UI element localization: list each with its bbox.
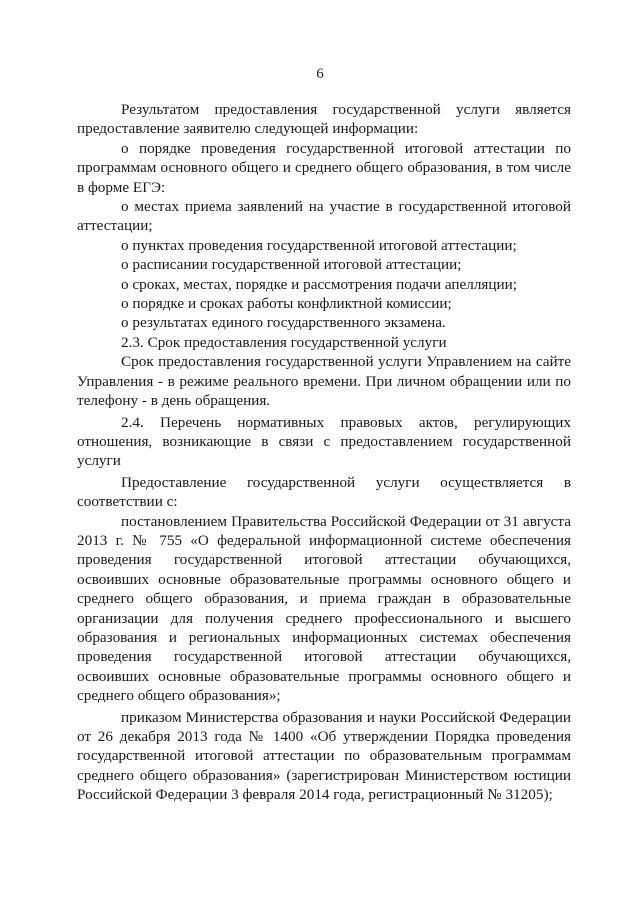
paragraph-exam-points: о пунктах проведения государственной итоговой аттестации; xyxy=(121,236,517,254)
paragraph-schedule: о расписании государственной итоговой аттестации; xyxy=(121,256,462,274)
paragraph-ministry-order: приказом Министерства образования и науки Российской Федерации от 26 декабря 2013 года № 1400 «Об утверждении Порядка проведения государственной итоговой аттестации по образовательным программам среднего общего образования» (зарегистрирован Министерством юстиции Российской Федерации 3 февраля 2014 года, регистрационный № 31205); xyxy=(77,708,571,804)
section-heading-2-3: 2.3. Срок предоставления государственной услуги xyxy=(121,333,447,351)
paragraph-application-places: о местах приема заявлений на участие в государственной итоговой аттестации; xyxy=(77,198,571,235)
paragraph-exam-results: о результатах единого государственного экзамена. xyxy=(121,314,446,332)
page-number: 6 xyxy=(316,66,324,82)
document-body xyxy=(77,100,571,805)
paragraph-conflict-commission: о порядке и сроках работы конфликтной комиссии; xyxy=(121,295,452,313)
section-heading-2-4: 2.4. Перечень нормативных правовых актов, регулирующих отношения, возникающие в связи с предоставлением государственной услуги xyxy=(77,413,571,470)
paragraph-appeal: о сроках, местах, порядке и рассмотрения подачи апелляции; xyxy=(121,275,517,293)
paragraph-service-term: Срок предоставления государственной услуги Управлением на сайте Управления - в режиме реального времени. При личном обращении или по телефону - в день обращения. xyxy=(77,353,571,410)
paragraph-procedure: о порядке проведения государственной итоговой аттестации по программам основного общего и среднего общего образования, в том числе в форме ЕГЭ: xyxy=(77,139,571,196)
paragraph-legal-basis: Предоставление государственной услуги осуществляется в соответствии с: xyxy=(77,473,571,511)
paragraph-result-intro: Результатом предоставления государственной услуги является предоставление заявителю следующей информации: xyxy=(77,101,571,138)
paragraph-government-resolution: постановлением Правительства Российской Федерации от 31 августа 2013 г. № 755 «О федеральной информационной системе обеспечения проведения государственной итоговой аттестации обучающихся, освоивших основные образовательные программы основного общего и среднего общего образования, и приема граждан в образовательные организации для получения среднего профессионального и высшего образования и региональных информационных системах обеспечения проведения государственной итоговой аттестации обучающихся, освоивших основные образовательные программы основного общего и среднего общего образования»; xyxy=(77,512,571,705)
